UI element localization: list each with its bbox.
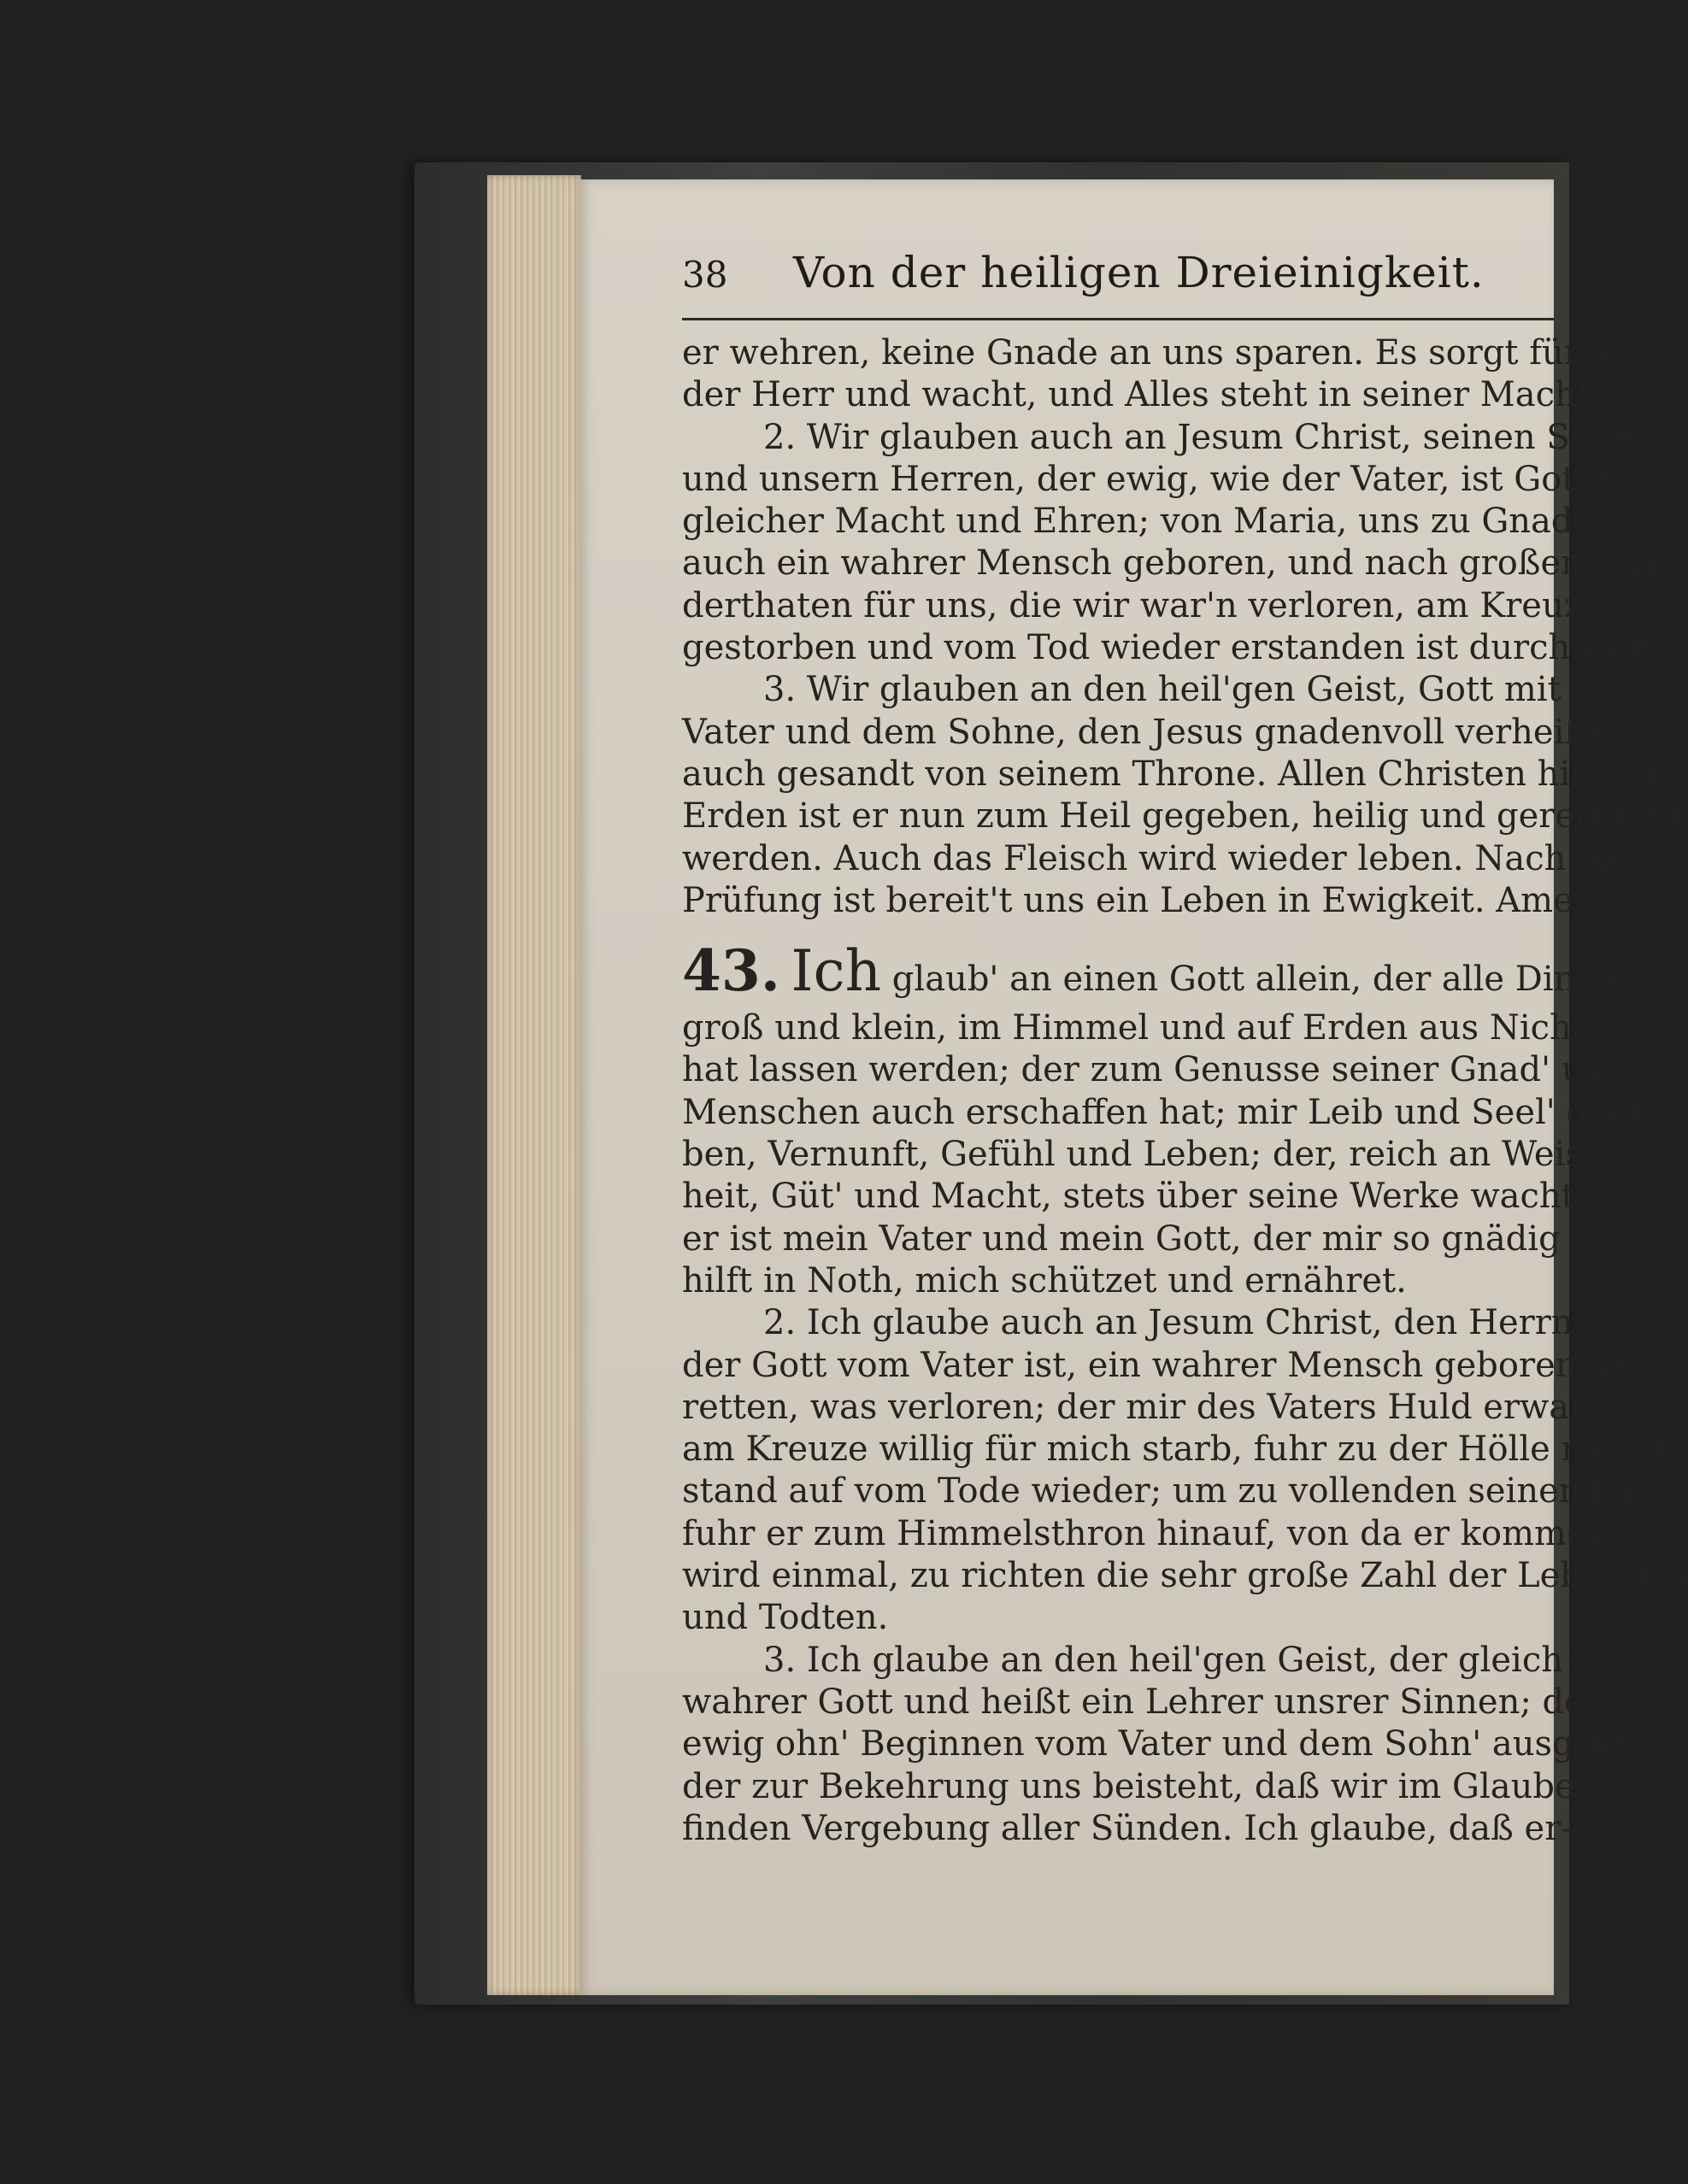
text-line: er wehren, keine Gnade an uns sparen. Es sorgt für uns [682, 333, 1653, 373]
text-line: ben, Vernunft, Gefühl und Leben; der, reich an Weis- [682, 1135, 1595, 1175]
text-line: hat lassen werden; der zum Genusse seiner Gnad' uns [682, 1050, 1623, 1090]
first-line-text: glaub' an einen Gott allein, der alle Dinge, [881, 960, 1629, 1000]
text-line: heit, Güt' und Macht, stets über seine Werke wacht; [682, 1177, 1587, 1217]
text-line: und unsern Herren, der ewig, wie der Vater, ist Gott von [682, 459, 1662, 499]
text-line: Prüfung ist bereit't uns ein Leben in Ewigkeit. Amen! [682, 880, 1609, 920]
drop-initial: Ich [791, 938, 882, 1005]
text-line: Erden ist er nun zum Heil gegeben, heilig und gerecht zu [682, 796, 1681, 837]
text-line: wahrer Gott und heißt ein Lehrer unsrer Sinnen; der [682, 1682, 1601, 1722]
hymn-42-continuation [682, 332, 1685, 922]
text-line: finden Vergebung aller Sünden. Ich glaube, daß er- [682, 1808, 1573, 1848]
verse-3-line: 3. Ich glaube an den heil'gen Geist, der gleich ist [763, 1640, 1617, 1680]
text-line: Vater und dem Sohne, den Jesus gnadenvoll verheißt, [682, 712, 1612, 752]
running-title: Von der heiligen Dreieinigkeit. [793, 248, 1485, 297]
text-line: auch ein wahrer Mensch geboren, und nach großen Wun- [682, 543, 1684, 584]
text-line: der Gott vom Vater ist, ein wahrer Mensch geboren, zu [682, 1345, 1639, 1385]
text-line: stand auf vom Tode wieder; um zu vollenden seinen Lauf, [682, 1471, 1679, 1512]
page-content [682, 248, 1688, 1850]
hymn-number: 43. [682, 937, 780, 1005]
text-line: ewig ohn' Beginnen vom Vater und dem Sohn' ausgeht; [682, 1724, 1642, 1764]
text-line: am Kreuze willig für mich starb, fuhr zu der Hölle nieder, [682, 1430, 1680, 1470]
page-edges [487, 175, 581, 1995]
text-line: auch gesandt von seinem Throne. Allen Christen hier auf [682, 754, 1673, 794]
text-line: derthaten für uns, die wir war'n verloren, am Kreuz [682, 585, 1582, 625]
verse-2-line: 2. Ich glaube auch an Jesum Christ, den Herrn, [763, 1303, 1585, 1343]
text-line: retten, was verloren; der mir des Vaters Huld erwarb, [682, 1387, 1619, 1427]
text-line: Menschen auch erschaffen hat; mir Leib und Seel' gege- [682, 1092, 1662, 1132]
verse-3-line: 3. Wir glauben an den heil'gen Geist, Gott mit [763, 670, 1562, 710]
hymn-43 [682, 937, 1688, 1850]
text-line: hilft in Noth, mich schützet und ernähret. [682, 1260, 1407, 1300]
text-line: wird einmal, zu richten die sehr große Zahl der Lebenden [682, 1556, 1688, 1596]
text-line: und Todten. [682, 1598, 889, 1638]
text-line: er ist mein Vater und mein Gott, der mir so gnädig [682, 1218, 1561, 1259]
text-line: gestorben und vom Tod wieder erstanden ist durch Gott. [682, 628, 1667, 668]
text-line: werden. Auch das Fleisch wird wieder leben. Nach dieser [682, 838, 1685, 878]
book-page [579, 179, 1688, 1995]
hymn-43-first-line [682, 937, 1629, 1007]
text-line: fuhr er zum Himmelsthron hinauf, von da er kommen [682, 1513, 1609, 1553]
page-number: 38 [682, 254, 728, 296]
text-line: gleicher Macht und Ehren; von Maria, uns zu Gnaden, [682, 502, 1626, 542]
verse-2-line: 2. Wir glauben auch an Jesum Christ, seinen Sohn [763, 417, 1635, 457]
text-line: der zur Bekehrung uns beisteht, daß wir im Glauben [682, 1766, 1597, 1806]
text-line: groß und klein, im Himmel und auf Erden aus Nichts [682, 1008, 1603, 1048]
text-line: der Herr und wacht, und Alles steht in seiner Macht. [682, 375, 1602, 415]
page-header [682, 248, 1554, 320]
